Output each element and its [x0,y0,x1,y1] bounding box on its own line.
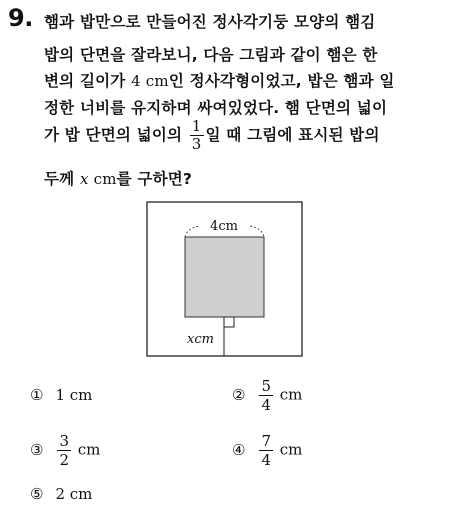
ham-square [185,237,264,317]
question-line-3-text-a: 변의 길이가 [44,72,132,90]
choice-2[interactable] [232,377,302,414]
question-line-1: 햄과 밥만으로 만들어진 정사각기둥 모양의 햄김 [44,13,376,31]
choice-1-value: 1 cm [55,386,93,404]
choice-2-denominator: 4 [261,396,271,414]
question-number: 9. [8,4,33,32]
question-line-3-text-b: 인 정사각형이었고, 밥은 햄과 일 [168,72,395,90]
side-length-label: 4cm [210,219,238,234]
choice-4[interactable] [232,432,302,469]
question-line-6-text-a: 두께 [44,170,80,188]
choice-2-numerator: 5 [261,377,271,395]
choice-2-unit: cm [279,385,303,404]
question-line-4: 정한 너비를 유지하며 싸여있었다. 햄 단면의 넓이 [44,99,388,117]
choice-4-denominator: 4 [261,451,271,469]
choice-4-fraction [259,432,273,469]
choice-1-mark: ① [30,386,44,404]
question-line-6-text-b: 를 구하면? [116,170,193,188]
choice-4-numerator: 7 [261,432,271,450]
thickness-unit: cm [88,170,117,188]
thickness-label: xcm [187,332,214,347]
choice-4-unit: cm [279,440,303,459]
choice-3-fraction [57,432,71,469]
choice-2-mark: ② [232,385,246,404]
thickness-variable: x [79,170,89,188]
fraction-denominator: 3 [191,135,202,153]
choice-1[interactable] [30,386,92,404]
choice-5[interactable] [30,485,92,503]
choice-2-fraction [259,377,273,414]
choice-3-denominator: 2 [59,451,69,469]
choice-3-mark: ③ [30,440,44,459]
question-line-2: 밥의 단면을 잘라보니, 다음 그림과 같이 햄은 한 [44,46,378,64]
choice-3[interactable] [30,432,100,469]
question-line-5-text-a: 가 밥 단면의 넓이의 [44,126,188,144]
side-length-math: 4 cm [131,72,169,90]
choice-4-mark: ④ [232,440,246,459]
choice-5-mark: ⑤ [30,485,44,503]
fraction-numerator: 1 [191,117,202,135]
choice-3-unit: cm [77,440,101,459]
question-line-5-text-b: 일 때 그림에 표시된 밥의 [205,126,380,144]
choice-5-value: 2 cm [55,485,93,503]
choice-3-numerator: 3 [59,432,69,450]
